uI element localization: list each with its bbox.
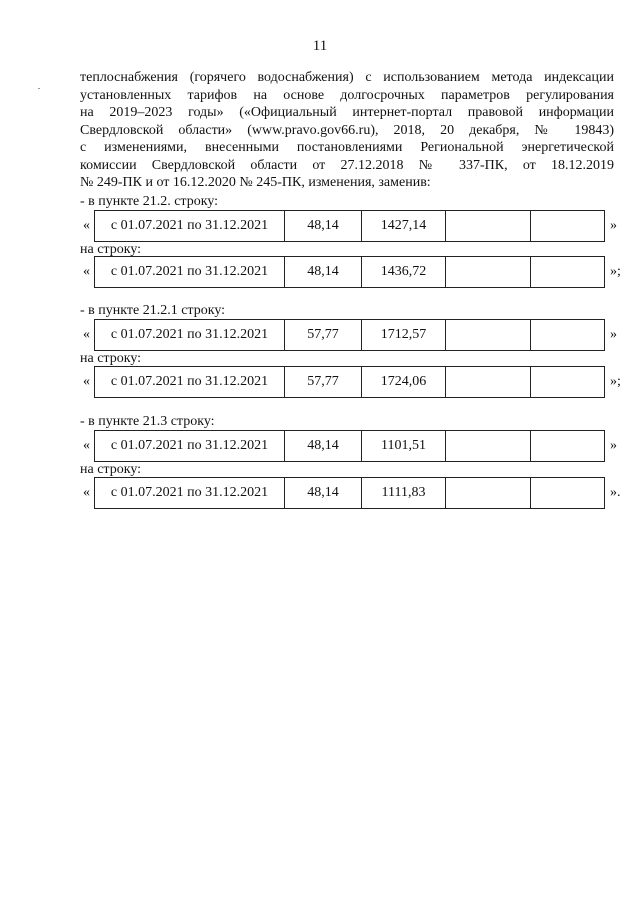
value2-cell: 1427,14: [362, 211, 446, 241]
close-quote: »: [610, 327, 617, 342]
value1-cell: 48,14: [285, 257, 362, 287]
value2-cell: 1111,83: [362, 478, 446, 508]
value3-cell: [446, 257, 531, 287]
open-quote: «: [83, 438, 90, 453]
paragraph-line: комиссии Свердловской области от 27.12.2018 № 337-ПК, от 18.12.2019: [80, 157, 614, 173]
close-quote: ».: [610, 485, 621, 500]
table-row: [94, 477, 605, 509]
value1-cell: 57,77: [285, 320, 362, 350]
table-row: [94, 366, 605, 398]
value1-cell: 48,14: [285, 431, 362, 461]
value4-cell: [531, 257, 604, 287]
new-row-21-2-1: [80, 366, 625, 398]
old-row-21-2: [80, 210, 625, 242]
period-cell: с 01.07.2021 по 31.12.2021: [95, 431, 285, 461]
open-quote: «: [83, 327, 90, 342]
period-cell: с 01.07.2021 по 31.12.2021: [95, 320, 285, 350]
open-quote: «: [83, 264, 90, 279]
close-quote: »: [610, 218, 617, 233]
close-quote: »: [610, 438, 617, 453]
value2-cell: 1436,72: [362, 257, 446, 287]
connector-label: на строку:: [80, 242, 142, 257]
open-quote: «: [83, 485, 90, 500]
section-heading-21-3: - в пункте 21.3 строку:: [80, 414, 215, 429]
paragraph-line: теплоснабжения (горячего водоснабжения) с использованием метода индексации: [80, 70, 614, 85]
value2-cell: 1101,51: [362, 431, 446, 461]
value4-cell: [531, 211, 604, 241]
value4-cell: [531, 367, 604, 397]
close-quote: »;: [610, 264, 621, 279]
old-row-21-3: [80, 430, 625, 462]
table-row: [94, 319, 605, 351]
close-quote: »;: [610, 374, 621, 389]
intro-paragraph: [80, 69, 614, 192]
value3-cell: [446, 211, 531, 241]
paragraph-line: № 249-ПК и от 16.12.2020 № 245-ПК, изменения, заменив:: [80, 175, 431, 190]
old-row-21-2-1: [80, 319, 625, 351]
value3-cell: [446, 478, 531, 508]
period-cell: с 01.07.2021 по 31.12.2021: [95, 478, 285, 508]
paragraph-line: на 2019–2023 годы» («Официальный интернет-портал правовой информации: [80, 105, 614, 120]
value2-cell: 1712,57: [362, 320, 446, 350]
value4-cell: [531, 320, 604, 350]
section-heading-21-2-1: - в пункте 21.2.1 строку:: [80, 303, 226, 318]
paragraph-line: Свердловской области» (www.pravo.gov66.ru), 2018, 20 декабря, № 19843): [80, 122, 614, 138]
table-row: [94, 430, 605, 462]
paragraph-line: с изменениями, внесенными постановлениями Региональной энергетической: [80, 140, 614, 155]
value2-cell: 1724,06: [362, 367, 446, 397]
period-cell: с 01.07.2021 по 31.12.2021: [95, 211, 285, 241]
scan-mark: [38, 88, 40, 89]
paragraph-line: установленных тарифов на основе долгосрочных параметров регулирования: [80, 87, 614, 103]
value1-cell: 48,14: [285, 478, 362, 508]
value3-cell: [446, 367, 531, 397]
new-row-21-2: [80, 256, 625, 288]
value4-cell: [531, 431, 604, 461]
value3-cell: [446, 320, 531, 350]
page-number: 11: [312, 38, 328, 54]
section-heading-21-2: - в пункте 21.2. строку:: [80, 194, 219, 209]
open-quote: «: [83, 218, 90, 233]
new-row-21-3: [80, 477, 625, 509]
connector-label: на строку:: [80, 351, 142, 366]
value1-cell: 48,14: [285, 211, 362, 241]
connector-label: на строку:: [80, 462, 142, 477]
value3-cell: [446, 431, 531, 461]
value4-cell: [531, 478, 604, 508]
table-row: [94, 210, 605, 242]
table-row: [94, 256, 605, 288]
open-quote: «: [83, 374, 90, 389]
period-cell: с 01.07.2021 по 31.12.2021: [95, 257, 285, 287]
value1-cell: 57,77: [285, 367, 362, 397]
period-cell: с 01.07.2021 по 31.12.2021: [95, 367, 285, 397]
